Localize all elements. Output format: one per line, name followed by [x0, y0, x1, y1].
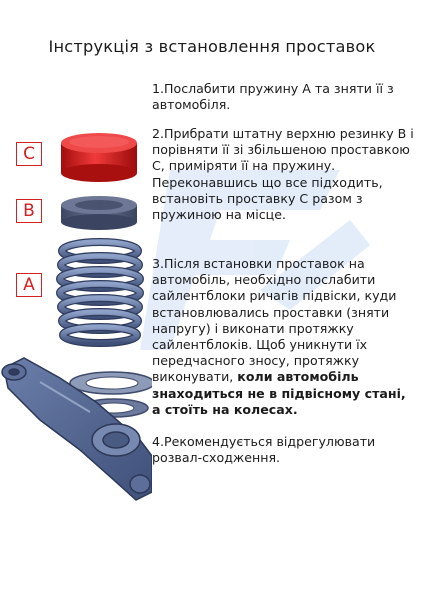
step-3-regular: 3.Після встановки проставок на автомобіль, необхідно послабити сайлентблоки ричагів підвіски, куди встановлювались проставки (зняти напругу) і виконати протяжку сайлентблоків. Щоб уникнути їх передчасного зносу, протяжку виконувати,: [152, 256, 397, 385]
step-1-text: 1.Послабити пружину А та зняти її з автомобіля.: [152, 81, 394, 113]
step-3-text: [152, 256, 414, 418]
coil-spring-a: [60, 242, 140, 343]
step-4-text: 4.Рекомендується відрегулювати розвал-сходження.: [152, 434, 376, 466]
step-3-bold: коли автомобіль знаходиться не в підвісному стані, а стоїть на колесах.: [152, 369, 406, 417]
step-2-text: 2.Прибрати штатну верхню резинку В і порівняти її зі збільшеною проставкою С, приміряти її на пружину. Переконавшись що все підходить, встановіть проставку С разом з пружиною на місце.: [152, 126, 414, 223]
label-a: A: [16, 273, 42, 297]
page-title: Інструкція з встановлення проставок: [48, 37, 376, 56]
spacer-c-cap: [61, 133, 137, 182]
label-b: B: [16, 199, 42, 223]
label-c: C: [16, 142, 42, 166]
rubber-ring-b: [61, 196, 137, 230]
spring-assembly-illustration: [0, 0, 152, 600]
